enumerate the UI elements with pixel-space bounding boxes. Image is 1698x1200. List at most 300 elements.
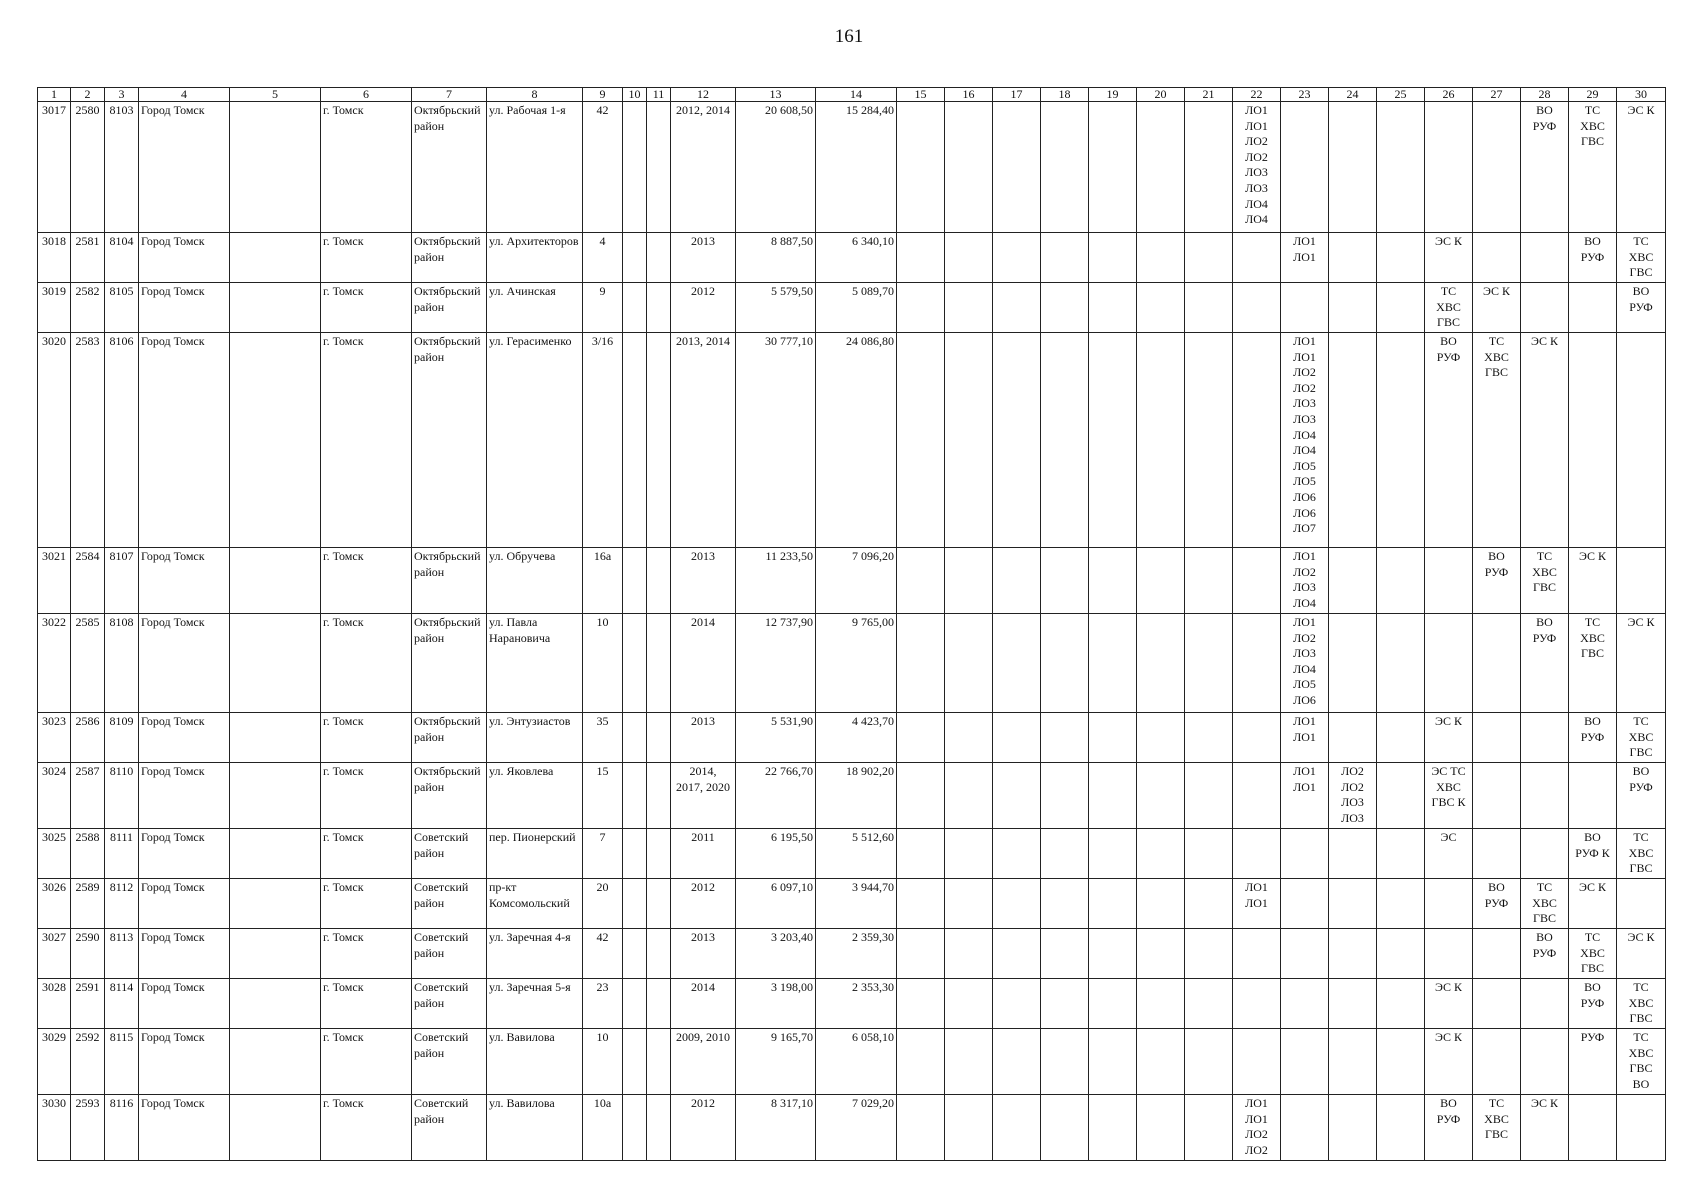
cell-line: ТС [1584,103,1601,117]
table-cell: ЭС [1425,829,1473,879]
table-cell [647,333,671,548]
table-cell: Октябрьский район [412,283,487,333]
table-cell: 2593 [71,1095,105,1161]
table-cell [1185,102,1233,233]
cell-line: ЛО1 [1245,880,1268,894]
table-cell: 10 [583,1029,623,1095]
table-cell: 2012 [671,283,736,333]
table-cell [1233,763,1281,829]
table-cell: Октябрьский район [412,233,487,283]
table-cell [230,333,321,548]
table-cell [1425,1095,1473,1161]
cell-line: ХВС [1580,945,1605,960]
table-cell [230,929,321,979]
cell-line: РУФ [1532,945,1557,960]
cell-line: ЛО3 [1341,810,1364,825]
table-cell [647,1029,671,1095]
cell-line: ТС [1633,980,1649,994]
table-row [38,1029,1666,1095]
table-cell [623,1029,647,1095]
table-row [38,614,1666,713]
table-row [38,879,1666,929]
cell-line: ЛО1 [1293,249,1316,264]
table-cell: Советский район [412,929,487,979]
table-cell: 18 902,20 [816,763,897,829]
table-cell [1329,233,1377,283]
table-cell [1089,283,1137,333]
cell-line: ТС [1440,284,1457,298]
table-cell [1041,979,1089,1029]
table-cell [993,713,1041,763]
table-cell: 8104 [105,233,139,283]
table-cell: 8113 [105,929,139,979]
cell-line: РУФ К [1575,845,1610,860]
table-cell: ул. Обручева [487,548,583,614]
table-cell [230,979,321,1029]
table-cell: 2013 [671,233,736,283]
table-cell: РУФ [1569,1029,1617,1095]
cell-line: ЛО2 [1341,764,1364,778]
table-cell [230,829,321,879]
table-cell [1521,614,1569,713]
table-cell: 2589 [71,879,105,929]
table-cell: 2014 [671,979,736,1029]
cell-line: ЛО2 [1293,564,1316,579]
cell-line: ЛО2 [1293,630,1316,645]
table-cell [1089,1029,1137,1095]
table-cell [1281,614,1329,713]
table-cell: Октябрьский район [412,548,487,614]
table-cell [1281,929,1329,979]
column-header: 6 [321,88,412,102]
table-cell: 3025 [38,829,71,879]
table-cell: 11 233,50 [736,548,816,614]
table-cell [1425,333,1473,548]
table-cell: ул. Вавилова [487,1095,583,1161]
table-cell [1617,979,1666,1029]
cell-line: ЛО4 [1293,427,1316,442]
table-cell: Советский район [412,829,487,879]
table-cell: Советский район [412,879,487,929]
table-cell: г. Томск [321,979,412,1029]
table-cell: 3027 [38,929,71,979]
cell-line: ЛО2 [1245,149,1268,164]
cell-line: ЛО3 [1341,795,1364,810]
cell-line: ЛО3 [1293,580,1316,595]
table-cell [1473,713,1521,763]
table-cell: ЭС К [1425,979,1473,1029]
cell-line: ГВС [1581,646,1604,661]
table-cell [623,763,647,829]
table-cell: Октябрьский район [412,614,487,713]
table-cell: ЭС К [1425,1029,1473,1095]
table-cell: 12 737,90 [736,614,816,713]
table-cell: 8106 [105,333,139,548]
column-header: 30 [1617,88,1666,102]
table-cell [1089,233,1137,283]
table-cell [1185,979,1233,1029]
table-cell [1377,102,1425,233]
table-cell [897,1029,945,1095]
cell-line: ХВС [1436,779,1461,794]
table-cell [1425,614,1473,713]
table-cell: 3030 [38,1095,71,1161]
table-cell [1041,102,1089,233]
table-cell [1041,829,1089,879]
table-cell [1617,713,1666,763]
table-cell [1041,763,1089,829]
cell-line: РУФ [1436,1111,1461,1126]
table-cell: 2 353,30 [816,979,897,1029]
table-cell [1185,548,1233,614]
cell-line: ЛО1 [1293,764,1316,778]
cell-line: ТС [1584,930,1601,944]
table-cell [647,283,671,333]
column-header: 18 [1041,88,1089,102]
cell-line: ЛО7 [1293,521,1316,536]
table-cell [1233,548,1281,614]
table-cell [897,879,945,929]
table-cell: ЭС К [1425,713,1473,763]
table-cell: 2011 [671,829,736,879]
table-cell: 3/16 [583,333,623,548]
column-header: 26 [1425,88,1473,102]
cell-line: ТС [1633,234,1649,248]
table-cell: 8108 [105,614,139,713]
cell-line: РУФ [1436,349,1461,364]
cell-line: ЭС ТС [1431,764,1466,778]
table-cell [897,829,945,879]
table-cell: 23 [583,979,623,1029]
table-cell [1521,979,1569,1029]
cell-line: РУФ [1629,299,1653,314]
column-header: 28 [1521,88,1569,102]
table-cell [1089,879,1137,929]
cell-line: ЛО1 [1293,729,1316,744]
table-cell [623,1095,647,1161]
column-header: 14 [816,88,897,102]
table-cell [1521,283,1569,333]
table-cell [945,548,993,614]
cell-line: ГВС [1533,911,1556,926]
table-cell [897,979,945,1029]
table-cell [1377,548,1425,614]
table-cell [897,102,945,233]
table-cell [1329,1029,1377,1095]
table-cell [1089,713,1137,763]
cell-line: 2017, 2020 [676,779,730,794]
table-cell [1329,1095,1377,1161]
cell-line: ЛО5 [1293,458,1316,473]
table-cell: ул. Яковлева [487,763,583,829]
table-cell [623,929,647,979]
column-header: 16 [945,88,993,102]
table-cell: Город Томск [139,1095,230,1161]
table-cell [1137,979,1185,1029]
table-cell: 2013 [671,929,736,979]
table-cell [1281,1029,1329,1095]
table-cell [897,233,945,283]
column-header: 5 [230,88,321,102]
table-cell [1089,763,1137,829]
table-cell: 35 [583,713,623,763]
table-cell [1377,979,1425,1029]
table-cell [1617,763,1666,829]
cell-line: ЛО2 [1245,134,1268,149]
table-cell: 20 [583,879,623,929]
table-cell: 6 340,10 [816,233,897,283]
cell-line: ЛО2 [1245,1142,1268,1157]
cell-line: ВО [1536,103,1553,117]
cell-line: ЛО1 [1293,779,1316,794]
cell-line: РУФ [1629,779,1653,794]
table-cell [230,102,321,233]
column-header: 2 [71,88,105,102]
table-cell [1329,283,1377,333]
cell-line: ТС [1633,714,1649,728]
table-cell [623,829,647,879]
table-cell [1473,879,1521,929]
table-cell [230,614,321,713]
table-cell: 16а [583,548,623,614]
table-cell [1425,929,1473,979]
table-cell [671,763,736,829]
table-cell [1137,1095,1185,1161]
table-cell [1137,233,1185,283]
table-cell [993,1029,1041,1095]
table-cell [1137,283,1185,333]
table-cell [1473,1029,1521,1095]
table-cell [1521,829,1569,879]
table-cell [1617,1095,1666,1161]
table-cell [1281,333,1329,548]
table-cell [1185,879,1233,929]
table-cell: 24 086,80 [816,333,897,548]
table-cell [647,614,671,713]
table-cell: ул. Ачинская [487,283,583,333]
table-cell [1377,879,1425,929]
table-cell [1377,614,1425,713]
table-cell [1185,829,1233,879]
cell-line: ЛО5 [1293,474,1316,489]
table-cell: 4 423,70 [816,713,897,763]
cell-line: ТС [1633,1030,1649,1044]
cell-line: РУФ [1484,895,1509,910]
table-cell [1425,879,1473,929]
table-cell [1089,979,1137,1029]
table-cell: ЭС К [1473,283,1521,333]
table-cell [1137,333,1185,548]
table-cell [1233,879,1281,929]
table-cell: 8115 [105,1029,139,1095]
table-cell [623,233,647,283]
table-cell [993,879,1041,929]
table-cell: ЭС К [1569,879,1617,929]
table-row [38,1095,1666,1161]
table-cell: г. Томск [321,333,412,548]
table-cell: пр-кт Комсомольский [487,879,583,929]
table-cell: 2012 [671,1095,736,1161]
table-cell [623,283,647,333]
cell-line: ЛО1 [1245,103,1268,117]
table-cell [1473,102,1521,233]
cell-line: ВО [1536,615,1553,629]
column-header: 3 [105,88,139,102]
table-cell [1041,283,1089,333]
table-cell: 2009, 2010 [671,1029,736,1095]
cell-line: РУФ [1484,564,1509,579]
table-cell [993,979,1041,1029]
table-cell: 2586 [71,713,105,763]
column-header: 20 [1137,88,1185,102]
table-cell: 8105 [105,283,139,333]
table-cell [1329,548,1377,614]
cell-line: ГВС [1485,1127,1508,1142]
table-cell [1041,333,1089,548]
table-cell [1617,548,1666,614]
column-number-header [38,88,1666,102]
table-cell: г. Томск [321,614,412,713]
table-cell [1569,829,1617,879]
table-cell [230,879,321,929]
table-cell [945,283,993,333]
table-cell: ул. Заречная 5-я [487,979,583,1029]
table-cell [1329,829,1377,879]
table-cell [1377,763,1425,829]
cell-line: ГВС [1581,134,1604,149]
cell-line: ЛО3 [1293,411,1316,426]
table-cell: Город Томск [139,333,230,548]
table-cell: 3026 [38,879,71,929]
table-cell [1329,979,1377,1029]
table-cell [993,233,1041,283]
table-cell [1233,233,1281,283]
table-row [38,979,1666,1029]
table-cell [1377,233,1425,283]
cell-line: ТС [1584,615,1601,629]
cell-line: ЛО1 [1293,615,1316,629]
cell-line: ТС [1536,549,1553,563]
table-cell: 15 [583,763,623,829]
table-body [38,88,1666,1161]
table-cell [1089,929,1137,979]
table-cell [1041,233,1089,283]
table-cell [945,763,993,829]
column-header: 13 [736,88,816,102]
table-cell [1521,879,1569,929]
cell-line: ХВС [1484,1111,1509,1126]
table-cell [647,233,671,283]
cell-line: ВО [1632,1076,1650,1091]
table-cell [1617,1029,1666,1095]
table-cell: 3022 [38,614,71,713]
table-cell [230,548,321,614]
table-cell [1281,283,1329,333]
column-header: 4 [139,88,230,102]
cell-line: ХВС [1628,845,1654,860]
column-header: 22 [1233,88,1281,102]
table-cell [1521,1029,1569,1095]
cell-line: ГВС [1629,745,1653,760]
cell-line: ЛО4 [1245,212,1268,227]
table-cell [1377,1029,1425,1095]
table-cell [945,614,993,713]
table-cell [1137,1029,1185,1095]
table-cell [1521,233,1569,283]
table-cell: 8111 [105,829,139,879]
cell-line: ВО [1584,830,1601,844]
table-cell [1329,879,1377,929]
table-cell: ЭС К [1521,1095,1569,1161]
table-cell: 2013 [671,548,736,614]
table-cell: 2012 [671,879,736,929]
table-cell [1329,102,1377,233]
table-cell [945,713,993,763]
cell-line: ТС [1633,830,1649,844]
table-cell: ул. Вавилова [487,1029,583,1095]
table-cell [993,1095,1041,1161]
table-cell: 8109 [105,713,139,763]
table-cell [647,1095,671,1161]
cell-line: ХВС [1580,118,1605,133]
table-cell [647,879,671,929]
cell-line: ГВС [1581,961,1604,976]
table-cell [1281,979,1329,1029]
table-cell [1185,233,1233,283]
cell-line: ГВС [1485,365,1508,380]
register-table [37,87,1666,1161]
table-cell [1041,1029,1089,1095]
cell-line: ЛО6 [1293,489,1316,504]
table-cell [1281,1095,1329,1161]
table-cell [1569,333,1617,548]
table-cell [647,763,671,829]
table-cell: г. Томск [321,233,412,283]
table-cell [993,102,1041,233]
table-cell: 30 777,10 [736,333,816,548]
table-cell [1089,548,1137,614]
table-cell [1377,333,1425,548]
column-header: 21 [1185,88,1233,102]
table-cell: Город Томск [139,548,230,614]
table-cell [1041,548,1089,614]
cell-line: ЛО1 [1293,714,1316,728]
table-cell: Октябрьский район [412,333,487,548]
table-cell: ЭС К [1521,333,1569,548]
table-cell [1329,929,1377,979]
cell-line: ЛО3 [1293,646,1316,661]
column-header: 15 [897,88,945,102]
column-header: 8 [487,88,583,102]
table-cell: 42 [583,102,623,233]
table-cell: 2580 [71,102,105,233]
table-cell: 8107 [105,548,139,614]
table-cell: 22 766,70 [736,763,816,829]
table-cell: 9 165,70 [736,1029,816,1095]
table-cell: 15 284,40 [816,102,897,233]
table-cell [897,333,945,548]
cell-line: ЛО1 [1245,1096,1268,1110]
table-cell: ул. Заречная 4-я [487,929,583,979]
table-cell [1569,614,1617,713]
table-cell [993,548,1041,614]
table-cell [897,929,945,979]
cell-line: ГВС [1629,1011,1653,1026]
table-cell: Советский район [412,979,487,1029]
table-row [38,102,1666,233]
cell-line: ВО [1632,764,1650,778]
cell-line: ЛО4 [1245,196,1268,211]
